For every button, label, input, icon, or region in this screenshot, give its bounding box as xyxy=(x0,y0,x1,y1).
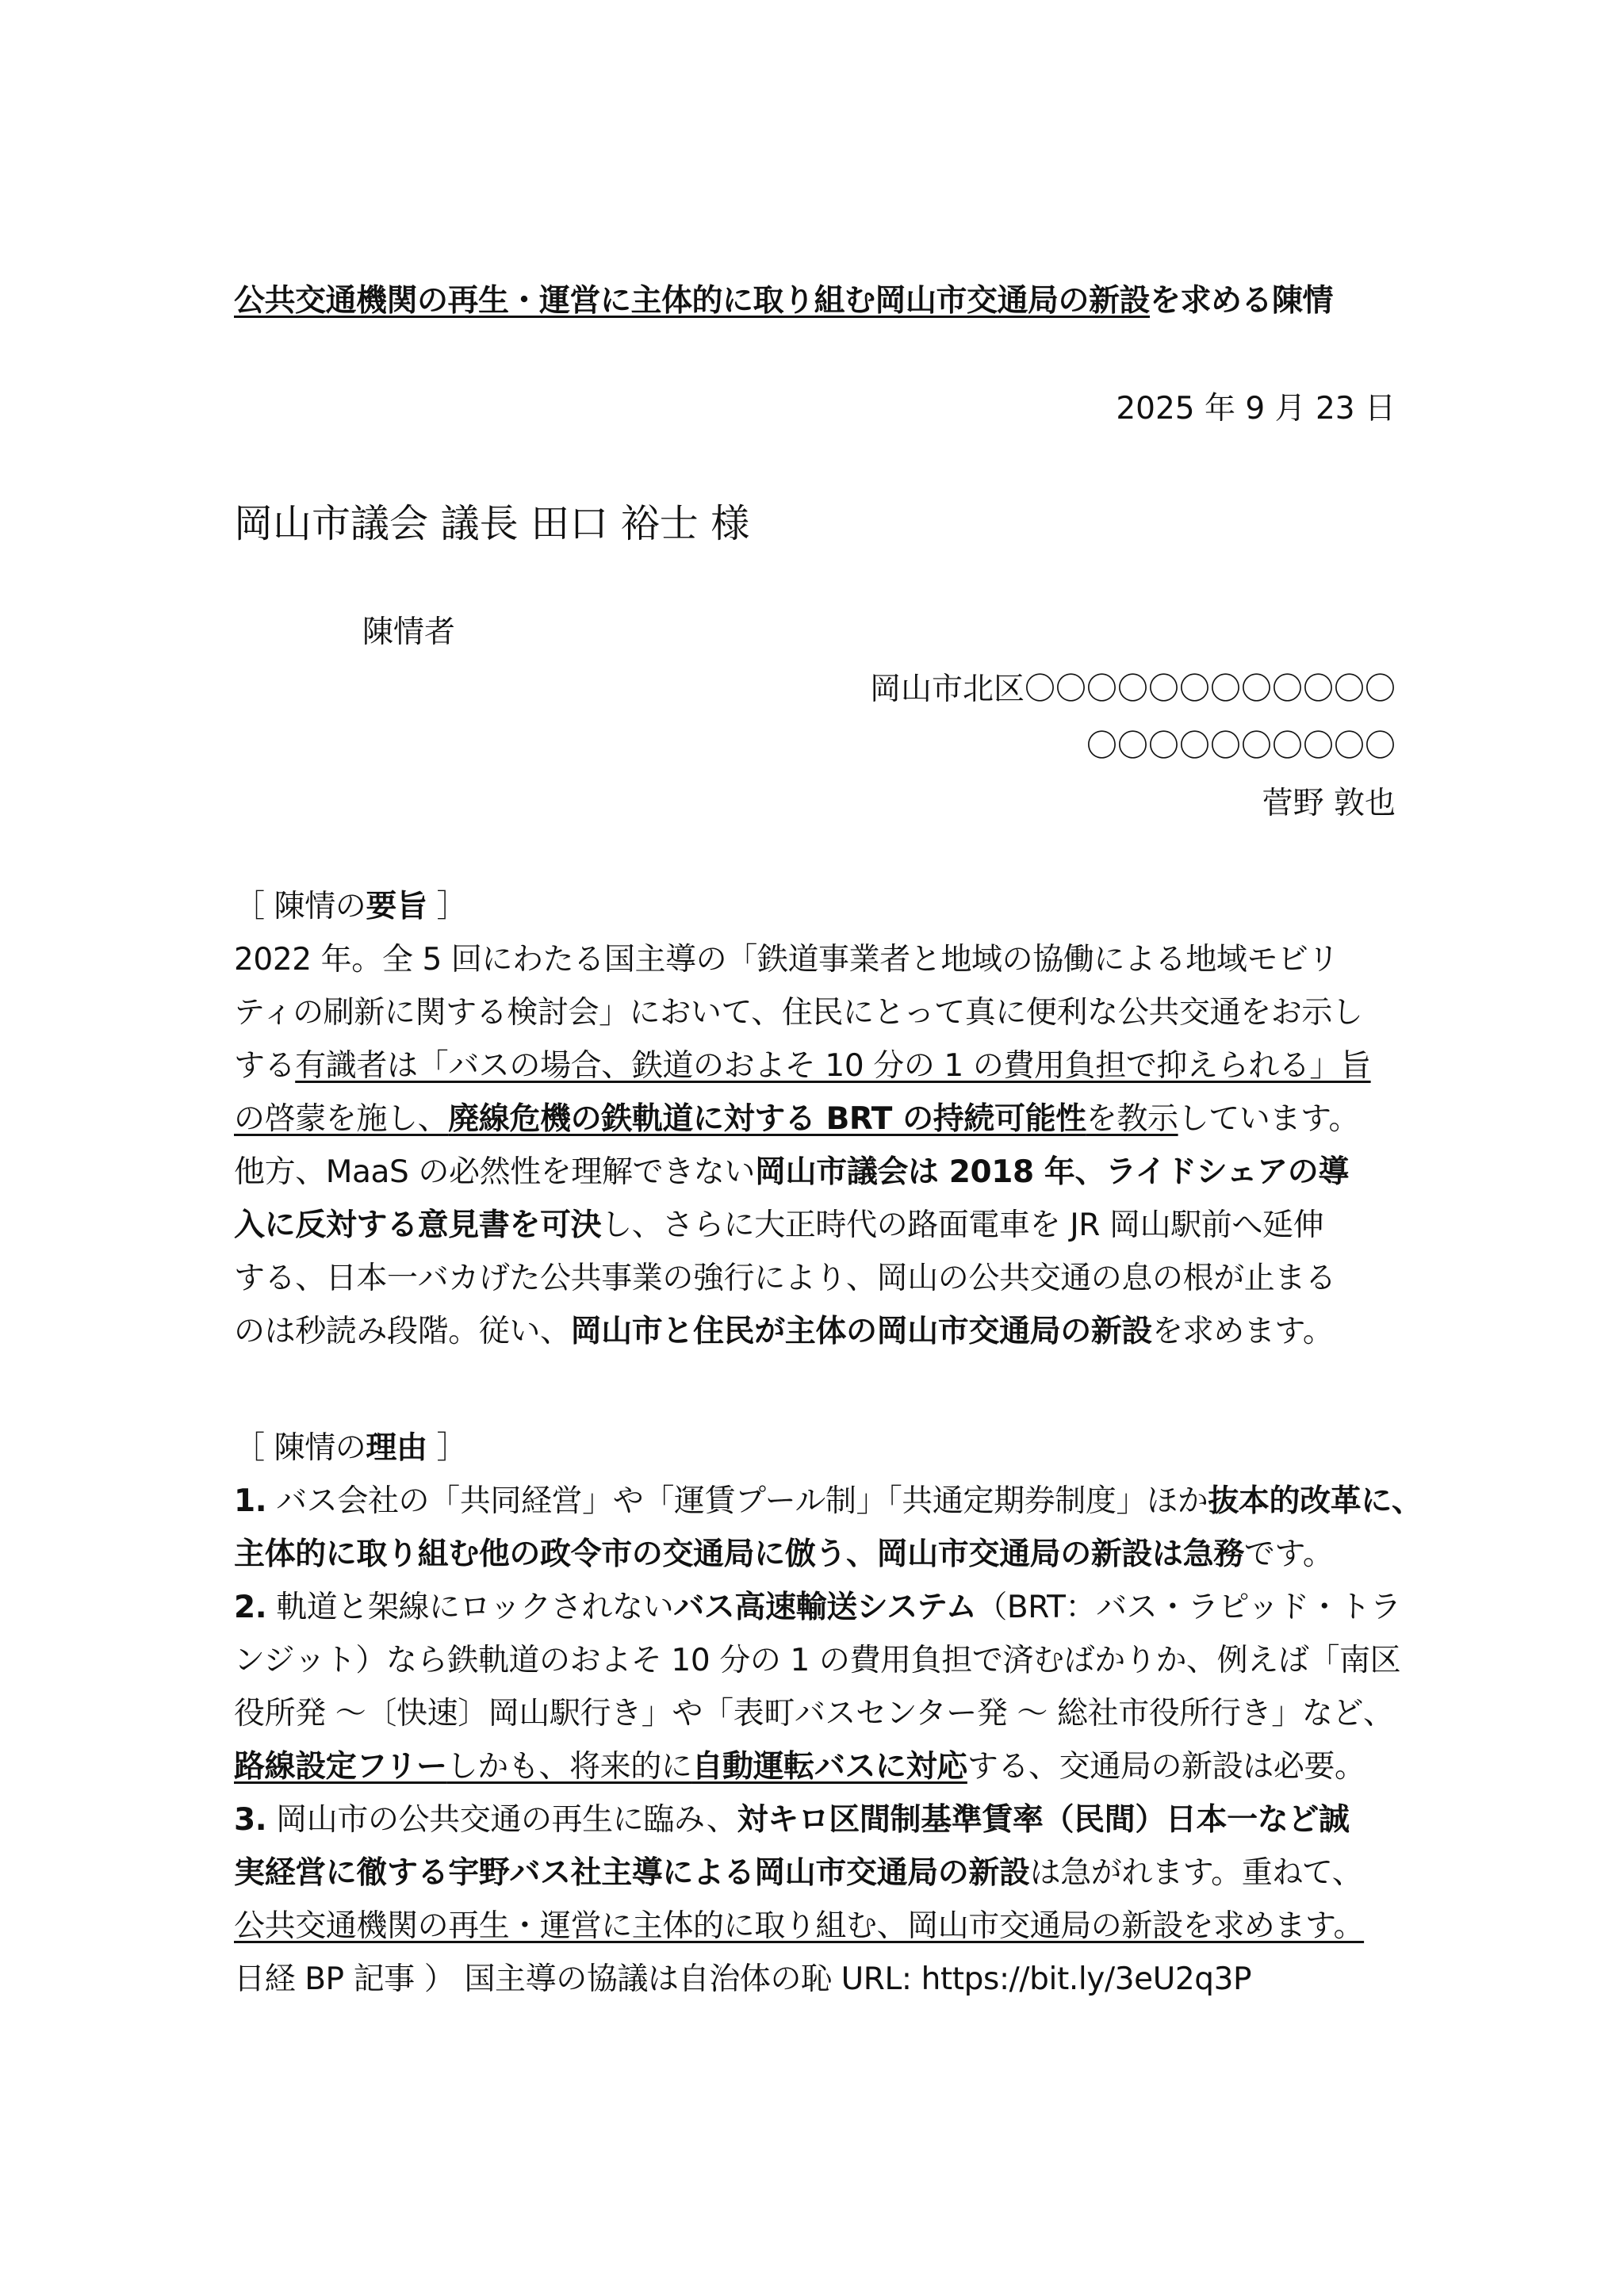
summary-line-4 xyxy=(234,1093,1400,1146)
reason-line-1b: 抜本的改革に、 xyxy=(1208,1483,1423,1519)
reason-heading xyxy=(234,1422,1400,1475)
reason-line-6 xyxy=(234,1740,1400,1793)
summary-section xyxy=(234,880,1400,1358)
reason-line-5: 役所発 ～〔快速〕岡山駅行き」や「表町バスセンター発 ～ 総社市役所行き」など、 xyxy=(234,1696,1394,1732)
summary-line-6b: し、さらに大正時代の路面電車を JR 岡山駅前へ延伸 xyxy=(601,1207,1324,1243)
petition-date: 2025 年 9 月 23 日 xyxy=(1116,391,1396,427)
reason-line-10: 日経 BP 記事 ） 国主導の協議は自治体の恥 URL: https://bit.ly/3eU2q3P xyxy=(234,1961,1252,1997)
petitioner-name: 菅野 敦也 xyxy=(1262,786,1396,821)
summary-line-4c: を教示 xyxy=(1086,1101,1178,1137)
summary-line-8 xyxy=(234,1305,1400,1358)
summary-line-8b: 岡山市と住民が主体の岡山市交通局の新設 xyxy=(570,1314,1153,1349)
summary-line-4b: 廃線危機の鉄軌道に対する BRT の持続可能性 xyxy=(448,1101,1086,1137)
reason-section xyxy=(234,1422,1423,2006)
reason-line-7 xyxy=(234,1793,1400,1846)
summary-heading-post: ］ xyxy=(427,889,468,924)
summary-line-2: ティの刷新に関する検討会」において、住民にとって真に便利な公共交通をお示し xyxy=(234,995,1363,1031)
reason-number-2: 2. xyxy=(234,1590,267,1625)
summary-line-3a: する xyxy=(234,1048,296,1084)
reason-number-1: 1. xyxy=(234,1483,267,1519)
reason-line-7b: 対キロ区間制基準賃率（民間）日本一など誠 xyxy=(737,1802,1350,1838)
reason-line-8a: 実経営に徹する宇野バス社主導による岡山市交通局の新設 xyxy=(234,1855,1030,1891)
petitioner-block xyxy=(362,604,1396,832)
summary-line-3b: 有識者は「バスの場合、鉄道のおよそ 10 分の 1 の費用負担で抑えられる」旨 xyxy=(295,1048,1371,1084)
reason-heading-bold: 理由 xyxy=(366,1430,427,1466)
summary-line-4d: しています。 xyxy=(1178,1101,1360,1137)
title-underlined: 公共交通機関の再生・運営に主体的に取り組む岡山市交通局の新設 xyxy=(234,283,1151,319)
addressee: 岡山市議会 議長 田口 裕士 様 xyxy=(234,501,750,546)
reason-line-1 xyxy=(234,1475,1423,1528)
reason-heading-pre: ［ 陳情の xyxy=(234,1430,366,1466)
reason-line-3c: （BRT：バス・ラピッド・トラ xyxy=(976,1590,1401,1625)
summary-line-6a: 入に反対する意見書を可決 xyxy=(234,1207,602,1243)
summary-line-3 xyxy=(234,1039,1400,1093)
title-tail: を求める陳情 xyxy=(1150,283,1334,319)
reason-line-2a: 主体的に取り組む他の政令市の交通局に倣う、岡山市交通局の新設は急務 xyxy=(234,1536,1244,1572)
reason-line-8 xyxy=(234,1846,1400,1900)
reason-line-7a: 岡山市の公共交通の再生に臨み、 xyxy=(266,1802,737,1838)
reason-line-4: ンジット）なら鉄軌道のおよそ 10 分の 1 の費用負担で済むばかりか、例えば「南区 xyxy=(234,1643,1401,1678)
reason-line-1a: バス会社の「共同経営」や「運賃プール制」「共通定期券制度」ほか xyxy=(266,1483,1208,1519)
summary-line-6 xyxy=(234,1199,1400,1252)
reason-line-2b: です。 xyxy=(1243,1536,1334,1572)
petition-title xyxy=(234,276,1408,320)
reason-heading-post: ］ xyxy=(427,1430,468,1466)
petitioner-address-1: 岡山市北区〇〇〇〇〇〇〇〇〇〇〇〇 xyxy=(869,672,1396,707)
reason-number-3: 3. xyxy=(234,1802,267,1838)
summary-line-5b: 岡山市議会は 2018 年、ライドシェアの導 xyxy=(755,1154,1349,1190)
summary-line-8a: のは秒読み段階。従い、 xyxy=(234,1314,571,1349)
summary-line-4a: の啓蒙を施し、 xyxy=(234,1101,449,1137)
summary-heading-pre: ［ 陳情の xyxy=(234,889,366,924)
summary-line-5a: 他方、MaaS の必然性を理解できない xyxy=(234,1154,756,1190)
reason-line-3a: 軌道と架線にロックされない xyxy=(266,1590,674,1625)
summary-heading-bold: 要旨 xyxy=(366,889,427,924)
petitioner-address-2: 〇〇〇〇〇〇〇〇〇〇 xyxy=(1086,729,1396,764)
reason-line-6d: する、交通局の新設は必要。 xyxy=(967,1749,1365,1785)
reason-line-3 xyxy=(234,1581,1400,1634)
summary-line-1: 2022 年。全 5 回にわたる国主導の「鉄道事業者と地域の協働による地域モビリ xyxy=(234,942,1339,978)
reason-line-6b: しかも、将来的に xyxy=(446,1749,692,1785)
reason-line-6a: 路線設定フリー xyxy=(234,1749,447,1785)
reason-line-3b: バス高速輸送システム xyxy=(673,1590,977,1625)
summary-heading xyxy=(234,880,1400,933)
summary-line-7: する、日本一バカげた公共事業の強行により、岡山の公共交通の息の根が止まる xyxy=(234,1261,1336,1296)
summary-line-8c: を求めます。 xyxy=(1152,1314,1334,1349)
reason-line-6c: 自動運転バスに対応 xyxy=(691,1749,967,1785)
reason-line-9: 公共交通機関の再生・運営に主体的に取り組む、岡山市交通局の新設を求めます。 xyxy=(234,1908,1365,1944)
petitioner-label: 陳情者 xyxy=(362,614,455,650)
summary-line-5 xyxy=(234,1146,1400,1199)
reason-line-8b: は急がれます。重ねて、 xyxy=(1029,1855,1363,1891)
reason-line-2 xyxy=(234,1528,1400,1581)
